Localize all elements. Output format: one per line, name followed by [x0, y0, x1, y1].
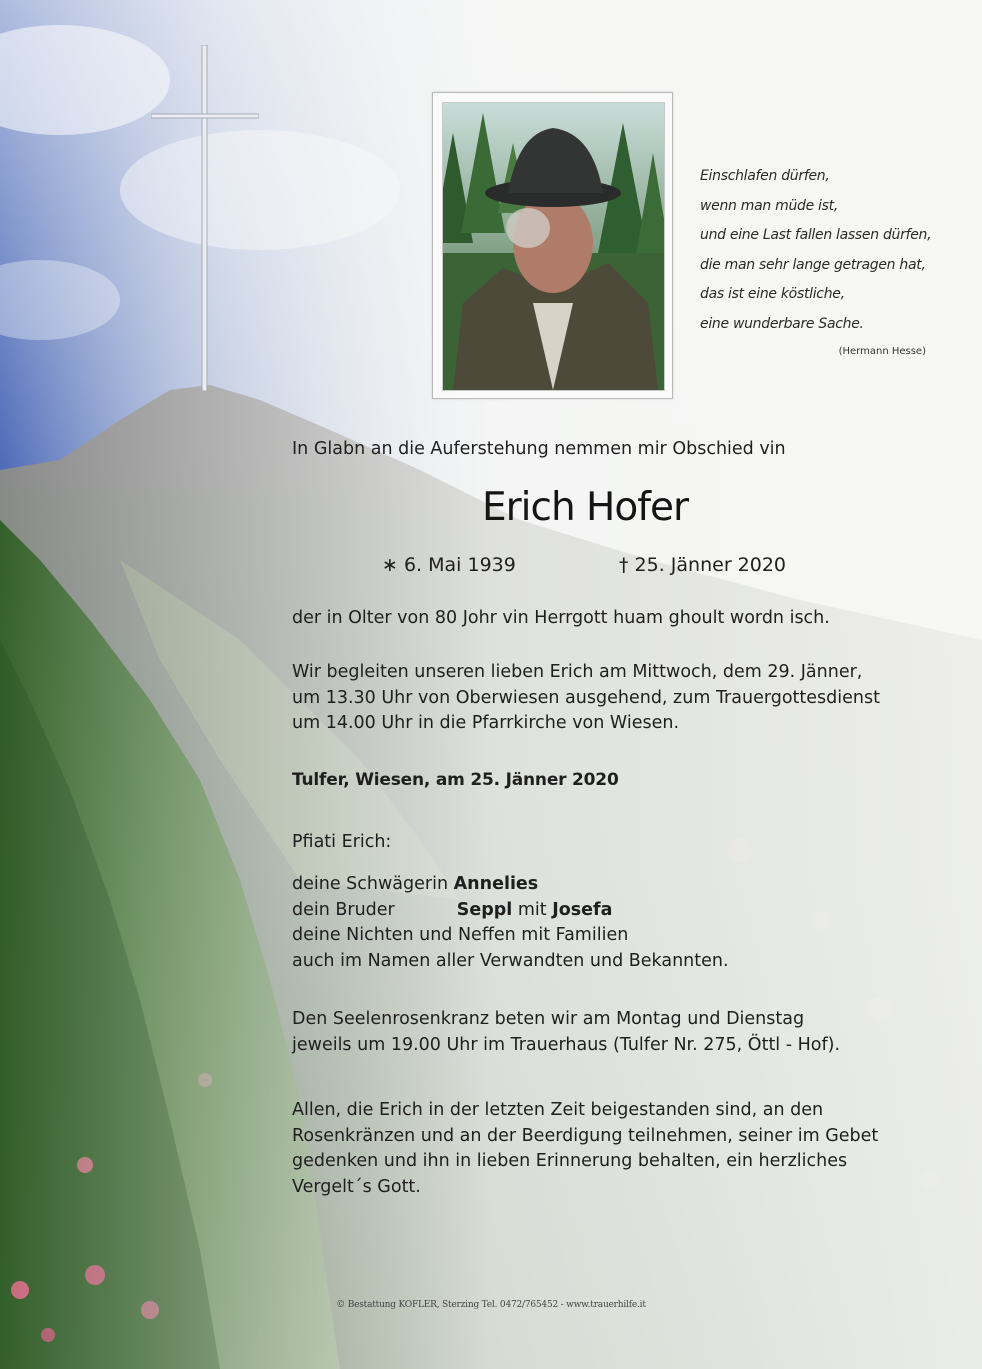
intro-text: In Glabn an die Auferstehung nemmen mir Obschied vin — [292, 439, 786, 459]
mourner-name: Seppl — [456, 899, 513, 920]
mourner-relation: dein Bruder — [292, 899, 395, 920]
mourner-name: Josefa — [552, 899, 613, 920]
thanks-line: gedenken und ihn in lieben Erinnerung behalten, ein herzliches — [292, 1151, 848, 1171]
funeral-line: Wir begleiten unseren lieben Erich am Mittwoch, dem 29. Jänner, — [292, 662, 863, 682]
funeral-details — [292, 660, 880, 737]
mourner-line — [292, 898, 729, 924]
mourner-connector: mit — [512, 899, 553, 920]
portrait-photo — [442, 102, 665, 391]
farewell-greeting: Pfiati Erich: — [292, 832, 392, 852]
mourner-line — [292, 872, 729, 898]
place-date: Tulfer, Wiesen, am 25. Jänner 2020 — [292, 770, 619, 790]
quote-author: (Hermann Hesse) — [838, 346, 926, 357]
mourner-line: auch im Namen aller Verwandten und Bekannten. — [292, 950, 729, 971]
age-line: der in Olter von 80 Johr vin Herrgott huam ghoult wordn isch. — [292, 608, 830, 628]
portrait-frame — [432, 92, 673, 399]
quote-line: das ist eine köstliche, — [700, 286, 845, 303]
mourner-line: deine Nichten und Neffen mit Familien — [292, 925, 629, 945]
thanks-line: Allen, die Erich in der letzten Zeit beigestanden sind, an den — [292, 1100, 824, 1120]
quote-line: wenn man müde ist, — [700, 197, 838, 214]
mourners-list — [292, 872, 729, 974]
cross-icon — [151, 45, 259, 391]
quote-line: die man sehr lange getragen hat, — [700, 256, 926, 273]
quote-line: und eine Last fallen lassen dürfen, — [700, 227, 932, 244]
funeral-line: um 14.00 Uhr in die Pfarrkirche von Wiesen. — [292, 713, 680, 733]
thanks-line: Vergelt´s Gott. — [292, 1176, 421, 1197]
mourner-relation: deine Schwägerin — [292, 874, 454, 894]
rosary-line: jeweils um 19.00 Uhr im Trauerhaus (Tulfer Nr. 275, Öttl - Hof). — [292, 1034, 841, 1055]
mourner-name: Annelies — [453, 874, 539, 894]
rosary-line: Den Seelenrosenkranz beten wir am Montag und Dienstag — [292, 1009, 805, 1029]
thanks-line: Rosenkränzen und an der Beerdigung teilnehmen, seiner im Gebet — [292, 1125, 879, 1146]
footer-credit: © Bestattung KOFLER, Sterzing Tel. 0472/765452 - www.trauerhilfe.it — [336, 1300, 646, 1310]
thanks-text — [292, 1098, 878, 1200]
quote — [700, 162, 940, 340]
rosary-info — [292, 1007, 840, 1058]
quote-line: eine wunderbare Sache. — [700, 315, 864, 332]
birth-date: ∗ 6. Mai 1939 — [382, 554, 516, 576]
death-date: † 25. Jänner 2020 — [619, 554, 787, 576]
quote-line: Einschlafen dürfen, — [700, 168, 830, 184]
deceased-name: Erich Hofer — [481, 485, 688, 530]
funeral-line: um 13.30 Uhr von Oberwiesen ausgehend, zum Trauergottesdienst — [292, 687, 880, 708]
